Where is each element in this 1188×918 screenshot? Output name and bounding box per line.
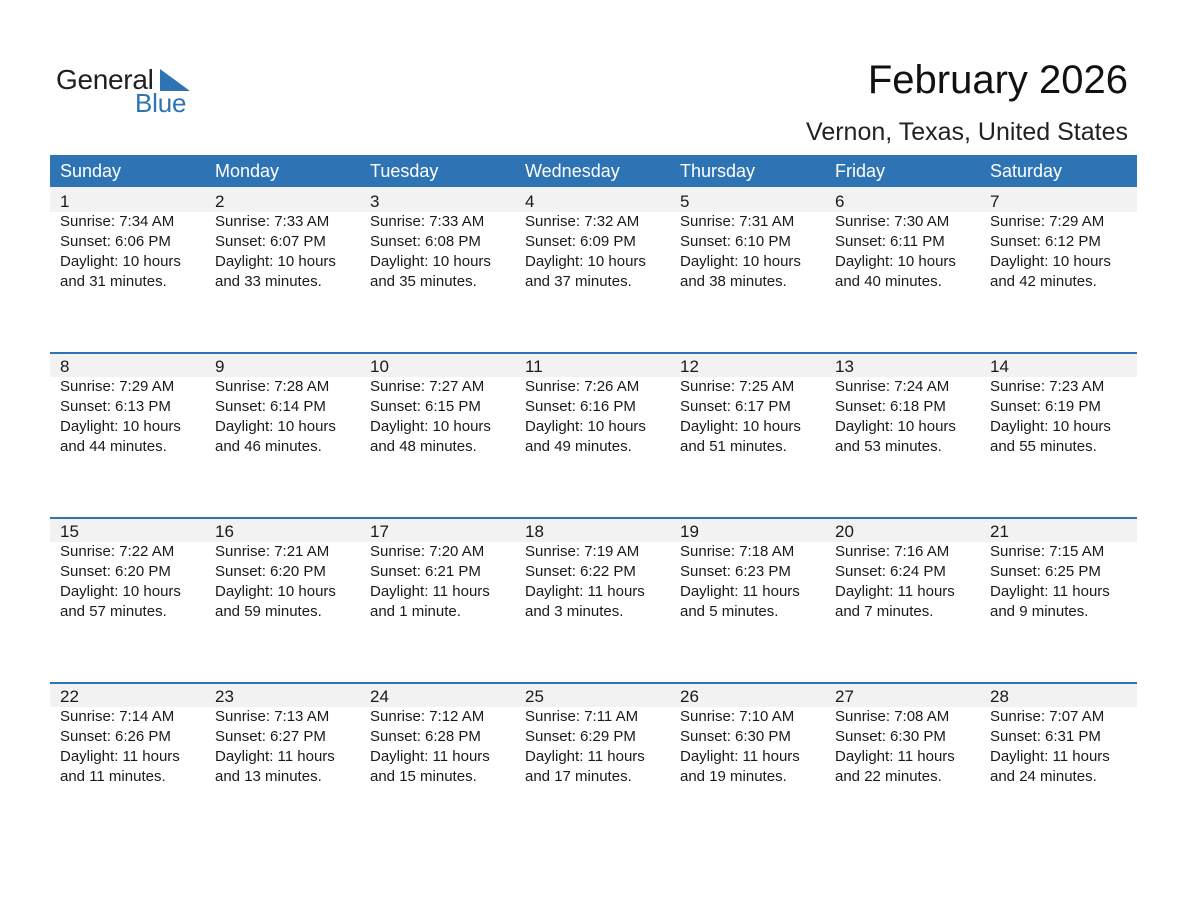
day-cell xyxy=(825,187,980,292)
daylight-text: Daylight: 11 hours xyxy=(680,583,800,600)
day-cell xyxy=(360,352,515,457)
daylight-minutes-text: and 51 minutes. xyxy=(680,438,787,455)
sunset-text: Sunset: 6:27 PM xyxy=(215,728,326,745)
daylight-minutes-text: and 22 minutes. xyxy=(835,768,942,785)
sunset-text: Sunset: 6:06 PM xyxy=(60,233,171,250)
sunrise-text: Sunrise: 7:24 AM xyxy=(835,378,950,395)
sunrise-text: Sunrise: 7:21 AM xyxy=(215,543,330,560)
daylight-minutes-text: and 49 minutes. xyxy=(525,438,632,455)
day-number: 6 xyxy=(835,192,845,211)
day-number: 5 xyxy=(680,192,690,211)
day-number: 1 xyxy=(60,192,70,211)
daylight-minutes-text: and 55 minutes. xyxy=(990,438,1097,455)
daylight-text: Daylight: 11 hours xyxy=(525,583,645,600)
sunset-text: Sunset: 6:30 PM xyxy=(835,728,946,745)
sunrise-text: Sunrise: 7:11 AM xyxy=(525,708,639,725)
sunset-text: Sunset: 6:29 PM xyxy=(525,728,636,745)
daylight-minutes-text: and 1 minute. xyxy=(370,603,461,620)
day-cell xyxy=(360,517,515,622)
sunrise-text: Sunrise: 7:08 AM xyxy=(835,708,950,725)
daylight-minutes-text: and 35 minutes. xyxy=(370,273,477,290)
daylight-text: Daylight: 11 hours xyxy=(370,748,490,765)
week-row xyxy=(50,352,1137,517)
sunset-text: Sunset: 6:21 PM xyxy=(370,563,481,580)
daylight-text: Daylight: 10 hours xyxy=(370,253,491,270)
weekday-header xyxy=(50,155,1137,187)
day-cell xyxy=(515,187,670,292)
daylight-minutes-text: and 59 minutes. xyxy=(215,603,322,620)
sunrise-text: Sunrise: 7:19 AM xyxy=(525,543,640,560)
daylight-minutes-text: and 38 minutes. xyxy=(680,273,787,290)
sunset-text: Sunset: 6:24 PM xyxy=(835,563,946,580)
weekday-wednesday: Wednesday xyxy=(525,161,620,181)
sunrise-text: Sunrise: 7:32 AM xyxy=(525,213,640,230)
day-cell xyxy=(205,517,360,622)
day-cell xyxy=(670,517,825,622)
weekday-saturday: Saturday xyxy=(990,161,1063,181)
daylight-text: Daylight: 11 hours xyxy=(990,583,1110,600)
sunrise-text: Sunrise: 7:10 AM xyxy=(680,708,795,725)
day-number: 22 xyxy=(60,687,79,706)
daylight-minutes-text: and 19 minutes. xyxy=(680,768,787,785)
sunset-text: Sunset: 6:28 PM xyxy=(370,728,481,745)
daylight-text: Daylight: 10 hours xyxy=(680,253,801,270)
daylight-text: Daylight: 10 hours xyxy=(835,418,956,435)
calendar xyxy=(50,155,1137,847)
sunrise-text: Sunrise: 7:20 AM xyxy=(370,543,485,560)
day-number: 8 xyxy=(60,357,70,376)
sunrise-text: Sunrise: 7:07 AM xyxy=(990,708,1105,725)
daylight-minutes-text: and 33 minutes. xyxy=(215,273,322,290)
day-cell xyxy=(980,517,1137,622)
day-cell xyxy=(205,352,360,457)
daylight-minutes-text: and 13 minutes. xyxy=(215,768,322,785)
day-cell xyxy=(205,187,360,292)
week-days xyxy=(50,352,1137,457)
sunrise-text: Sunrise: 7:31 AM xyxy=(680,213,795,230)
day-cell xyxy=(50,187,205,292)
sunrise-text: Sunrise: 7:33 AM xyxy=(215,213,330,230)
daylight-text: Daylight: 10 hours xyxy=(215,583,336,600)
day-cell xyxy=(515,682,670,787)
sunset-text: Sunset: 6:09 PM xyxy=(525,233,636,250)
daylight-minutes-text: and 57 minutes. xyxy=(60,603,167,620)
day-cell xyxy=(825,517,980,622)
daylight-text: Daylight: 11 hours xyxy=(990,748,1110,765)
sunrise-text: Sunrise: 7:12 AM xyxy=(370,708,485,725)
daylight-minutes-text: and 17 minutes. xyxy=(525,768,632,785)
day-number: 10 xyxy=(370,357,389,376)
day-cell xyxy=(980,682,1137,787)
day-number: 15 xyxy=(60,522,79,541)
daylight-text: Daylight: 10 hours xyxy=(215,253,336,270)
logo xyxy=(56,64,216,120)
weekday-sunday: Sunday xyxy=(60,161,122,181)
sunrise-text: Sunrise: 7:25 AM xyxy=(680,378,795,395)
daylight-minutes-text: and 53 minutes. xyxy=(835,438,942,455)
daylight-minutes-text: and 24 minutes. xyxy=(990,768,1097,785)
day-cell xyxy=(670,352,825,457)
daylight-text: Daylight: 11 hours xyxy=(525,748,645,765)
day-number: 11 xyxy=(525,357,543,376)
day-number: 28 xyxy=(990,687,1009,706)
day-cell xyxy=(50,682,205,787)
sunset-text: Sunset: 6:26 PM xyxy=(60,728,171,745)
daylight-minutes-text: and 48 minutes. xyxy=(370,438,477,455)
daylight-minutes-text: and 31 minutes. xyxy=(60,273,167,290)
sunset-text: Sunset: 6:12 PM xyxy=(990,233,1101,250)
sunrise-text: Sunrise: 7:34 AM xyxy=(60,213,175,230)
day-number: 26 xyxy=(680,687,699,706)
day-number: 9 xyxy=(215,357,225,376)
sunset-text: Sunset: 6:16 PM xyxy=(525,398,636,415)
day-cell xyxy=(515,352,670,457)
day-number: 23 xyxy=(215,687,234,706)
sunrise-text: Sunrise: 7:18 AM xyxy=(680,543,795,560)
sunrise-text: Sunrise: 7:15 AM xyxy=(990,543,1105,560)
day-cell xyxy=(50,352,205,457)
sunrise-text: Sunrise: 7:26 AM xyxy=(525,378,640,395)
sunrise-text: Sunrise: 7:29 AM xyxy=(60,378,175,395)
sunrise-text: Sunrise: 7:27 AM xyxy=(370,378,485,395)
daylight-minutes-text: and 11 minutes. xyxy=(60,768,166,785)
weekday-tuesday: Tuesday xyxy=(370,161,439,181)
day-number: 16 xyxy=(215,522,234,541)
day-number: 18 xyxy=(525,522,544,541)
day-number: 24 xyxy=(370,687,389,706)
day-cell xyxy=(670,682,825,787)
weekday-thursday: Thursday xyxy=(680,161,756,181)
daylight-text: Daylight: 11 hours xyxy=(370,583,490,600)
sunset-text: Sunset: 6:14 PM xyxy=(215,398,326,415)
sunrise-text: Sunrise: 7:22 AM xyxy=(60,543,175,560)
sunset-text: Sunset: 6:22 PM xyxy=(525,563,636,580)
daylight-minutes-text: and 44 minutes. xyxy=(60,438,167,455)
day-number: 17 xyxy=(370,522,389,541)
day-number: 20 xyxy=(835,522,854,541)
day-cell xyxy=(50,517,205,622)
day-number: 3 xyxy=(370,192,380,211)
location-subtitle: Vernon, Texas, United States xyxy=(806,118,1128,146)
day-cell xyxy=(825,682,980,787)
daylight-text: Daylight: 10 hours xyxy=(835,253,956,270)
day-cell xyxy=(980,187,1137,292)
daylight-text: Daylight: 10 hours xyxy=(525,418,646,435)
daylight-text: Daylight: 10 hours xyxy=(525,253,646,270)
sunset-text: Sunset: 6:15 PM xyxy=(370,398,481,415)
daylight-text: Daylight: 10 hours xyxy=(60,583,181,600)
day-number: 27 xyxy=(835,687,854,706)
sunset-text: Sunset: 6:07 PM xyxy=(215,233,326,250)
day-number: 7 xyxy=(990,192,1000,211)
daylight-minutes-text: and 7 minutes. xyxy=(835,603,934,620)
daylight-text: Daylight: 10 hours xyxy=(215,418,336,435)
daylight-text: Daylight: 11 hours xyxy=(60,748,180,765)
weekday-monday: Monday xyxy=(215,161,280,181)
day-cell xyxy=(825,352,980,457)
sunset-text: Sunset: 6:19 PM xyxy=(990,398,1101,415)
day-number: 12 xyxy=(680,357,699,376)
logo-text-general: General xyxy=(56,64,154,95)
day-cell xyxy=(980,352,1137,457)
day-number: 19 xyxy=(680,522,699,541)
page-title: February 2026 xyxy=(867,58,1128,102)
sunset-text: Sunset: 6:13 PM xyxy=(60,398,171,415)
calendar-weeks xyxy=(50,187,1137,847)
day-cell xyxy=(360,682,515,787)
daylight-text: Daylight: 10 hours xyxy=(370,418,491,435)
daylight-text: Daylight: 11 hours xyxy=(215,748,335,765)
sunrise-text: Sunrise: 7:16 AM xyxy=(835,543,950,560)
daylight-text: Daylight: 10 hours xyxy=(680,418,801,435)
week-row xyxy=(50,517,1137,682)
logo-text-blue: Blue xyxy=(135,88,187,118)
week-days xyxy=(50,682,1137,787)
daylight-text: Daylight: 11 hours xyxy=(680,748,800,765)
daylight-minutes-text: and 46 minutes. xyxy=(215,438,322,455)
sunset-text: Sunset: 6:25 PM xyxy=(990,563,1101,580)
sunset-text: Sunset: 6:18 PM xyxy=(835,398,946,415)
weekday-friday: Friday xyxy=(835,161,886,181)
day-number: 25 xyxy=(525,687,544,706)
day-cell xyxy=(205,682,360,787)
sunrise-text: Sunrise: 7:28 AM xyxy=(215,378,330,395)
day-cell xyxy=(670,187,825,292)
daylight-text: Daylight: 10 hours xyxy=(60,418,181,435)
day-number: 13 xyxy=(835,357,854,376)
sunrise-text: Sunrise: 7:30 AM xyxy=(835,213,950,230)
day-cell xyxy=(515,517,670,622)
daylight-minutes-text: and 3 minutes. xyxy=(525,603,624,620)
sunrise-text: Sunrise: 7:23 AM xyxy=(990,378,1105,395)
sunrise-text: Sunrise: 7:13 AM xyxy=(215,708,330,725)
sunrise-text: Sunrise: 7:33 AM xyxy=(370,213,485,230)
daylight-text: Daylight: 10 hours xyxy=(990,418,1111,435)
day-cell xyxy=(360,187,515,292)
daylight-text: Daylight: 10 hours xyxy=(990,253,1111,270)
day-number: 21 xyxy=(990,522,1009,541)
sunrise-text: Sunrise: 7:14 AM xyxy=(60,708,175,725)
sunset-text: Sunset: 6:10 PM xyxy=(680,233,791,250)
sunset-text: Sunset: 6:31 PM xyxy=(990,728,1101,745)
daylight-text: Daylight: 11 hours xyxy=(835,583,955,600)
week-row xyxy=(50,682,1137,847)
daylight-minutes-text: and 15 minutes. xyxy=(370,768,477,785)
daylight-minutes-text: and 37 minutes. xyxy=(525,273,632,290)
sunset-text: Sunset: 6:20 PM xyxy=(60,563,171,580)
sunset-text: Sunset: 6:08 PM xyxy=(370,233,481,250)
day-number: 14 xyxy=(990,357,1009,376)
week-row xyxy=(50,187,1137,352)
week-days xyxy=(50,187,1137,292)
daylight-minutes-text: and 5 minutes. xyxy=(680,603,779,620)
sunset-text: Sunset: 6:11 PM xyxy=(835,233,945,250)
sunset-text: Sunset: 6:20 PM xyxy=(215,563,326,580)
sunset-text: Sunset: 6:17 PM xyxy=(680,398,791,415)
daylight-text: Daylight: 11 hours xyxy=(835,748,955,765)
day-number: 2 xyxy=(215,192,225,211)
daylight-minutes-text: and 40 minutes. xyxy=(835,273,942,290)
daylight-text: Daylight: 10 hours xyxy=(60,253,181,270)
day-number: 4 xyxy=(525,192,535,211)
sunrise-text: Sunrise: 7:29 AM xyxy=(990,213,1105,230)
week-days xyxy=(50,517,1137,622)
daylight-minutes-text: and 9 minutes. xyxy=(990,603,1089,620)
sunset-text: Sunset: 6:23 PM xyxy=(680,563,791,580)
sunset-text: Sunset: 6:30 PM xyxy=(680,728,791,745)
daylight-minutes-text: and 42 minutes. xyxy=(990,273,1097,290)
